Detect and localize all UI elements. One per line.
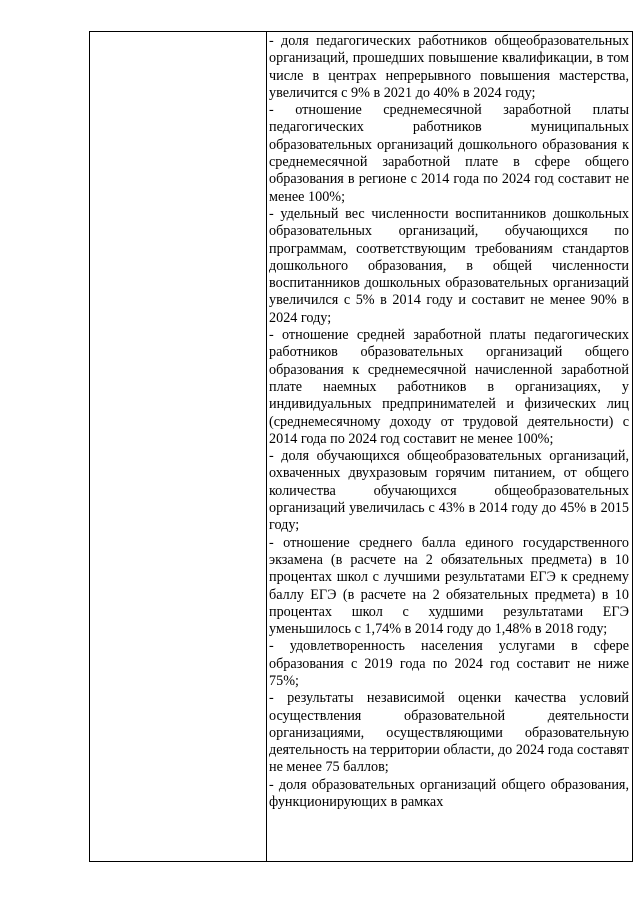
indicator-item: - отношение средней заработной платы педагогических работников образовательных организаций общего образования к среднемесячной начисленной заработной плате наемных работников в организациях, у индивидуальных предпринимателей и физических лиц (среднемесячному доходу от трудовой деятельности) с 2014 года по 2024 год составит не менее 100%; — [269, 327, 629, 447]
indicator-list — [267, 32, 632, 861]
left-cell — [90, 32, 267, 862]
indicator-item: - результаты независимой оценки качества условий осуществления образовательной деятельности организациями, осуществляющими образовательную деятельность на территории области, до 2024 года составят не менее 75 баллов; — [269, 690, 629, 776]
document-table — [89, 31, 633, 862]
indicator-item: - доля образовательных организаций общего образования, функционирующих в рамках — [269, 776, 629, 811]
indicator-item: - удельный вес численности воспитанников дошкольных образовательных организаций, обучающихся по программам, соответствующим требованиям стандартов дошкольного образования, в общей численности воспитанников дошкольных образовательных организаций увеличился с 5% в 2014 году и составит не менее 90% в 2024 году; — [269, 205, 629, 326]
indicator-item: - отношение среднемесячной заработной платы педагогических работников муниципальных образовательных организаций дошкольного образования к среднемесячной заработной плате в сфере общего образования в регионе с 2014 года по 2024 год составит не менее 100%; — [269, 102, 629, 205]
table-row — [90, 32, 633, 862]
right-cell — [267, 32, 633, 862]
indicator-item: - отношение среднего балла единого государственного экзамена (в расчете на 2 обязательных предмета) в 10 процентах школ с лучшими результатами ЕГЭ к среднему баллу ЕГЭ (в расчете на 2 обязательных предмета) в 10 процентах школ с худшими результатами ЕГЭ уменьшилось с 1,74% в 2014 году до 1,48% в 2018 году; — [269, 534, 629, 638]
indicator-item: - доля обучающихся общеобразовательных организаций, охваченных двухразовым горячим питанием, от общего количества обучающихся общеобразовательных организаций увеличилась с 43% в 2014 году до 45% в 2015 году; — [269, 448, 629, 534]
indicator-item: - удовлетворенность населения услугами в сфере образования с 2019 года по 2024 год составит не ниже 75%; — [269, 638, 629, 689]
indicator-item: - доля педагогических работников общеобразовательных организаций, прошедших повышение квалификации, в том числе в центрах непрерывного повышения мастерства, увеличится с 9% в 2021 до 40% в 2024 году; — [269, 33, 629, 101]
